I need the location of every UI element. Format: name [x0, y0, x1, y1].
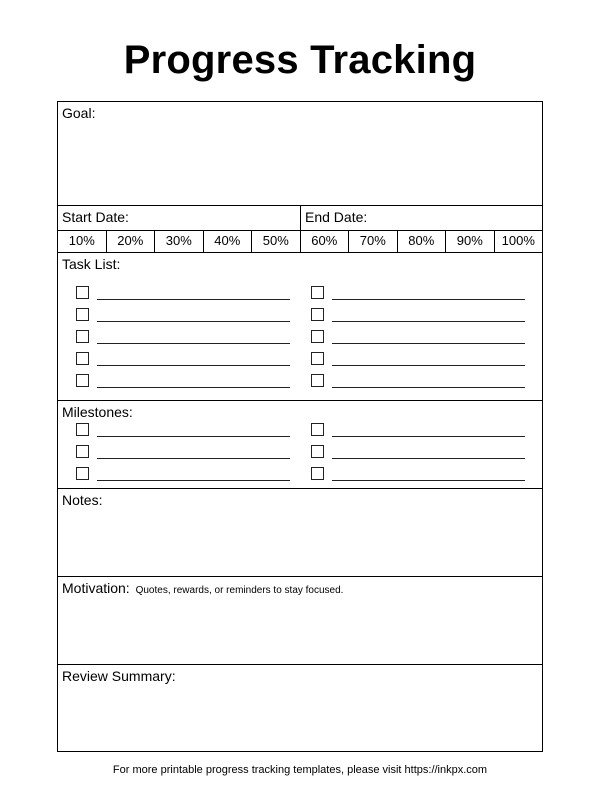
- progress-percent-cell[interactable]: 70%: [349, 231, 398, 252]
- task-write-line[interactable]: [97, 343, 290, 344]
- task-checkbox[interactable]: [76, 374, 89, 387]
- milestones-label: Milestones:: [62, 404, 133, 420]
- progress-percent-cell[interactable]: 80%: [398, 231, 447, 252]
- task-checkbox[interactable]: [76, 308, 89, 321]
- dates-row: [58, 206, 542, 231]
- milestone-checkbox[interactable]: [76, 467, 89, 480]
- goal-label: Goal:: [62, 105, 96, 121]
- milestone-checkbox[interactable]: [76, 445, 89, 458]
- review-summary-section[interactable]: [58, 665, 542, 751]
- progress-percent-cell[interactable]: 100%: [501, 233, 535, 248]
- milestones-section: [58, 401, 542, 489]
- task-list-section: [58, 253, 542, 401]
- task-write-line[interactable]: [332, 387, 525, 388]
- milestone-write-line[interactable]: [97, 436, 290, 437]
- milestone-write-line[interactable]: [97, 480, 290, 481]
- progress-percent-cell[interactable]: 20%: [107, 231, 156, 252]
- task-checkbox[interactable]: [311, 330, 324, 343]
- motivation-section[interactable]: [58, 577, 542, 665]
- progress-percent-cell[interactable]: 30%: [155, 231, 204, 252]
- task-write-line[interactable]: [97, 299, 290, 300]
- progress-percent-row: [58, 231, 542, 253]
- task-write-line[interactable]: [332, 343, 525, 344]
- start-date-label: Start Date:: [62, 209, 129, 225]
- page-title: Progress Tracking: [123, 38, 477, 82]
- task-checkbox[interactable]: [311, 374, 324, 387]
- task-write-line[interactable]: [332, 365, 525, 366]
- task-write-line[interactable]: [97, 365, 290, 366]
- milestone-write-line[interactable]: [332, 458, 525, 459]
- task-checkbox[interactable]: [311, 286, 324, 299]
- progress-percent-cell[interactable]: 40%: [204, 231, 253, 252]
- milestone-write-line[interactable]: [332, 436, 525, 437]
- task-write-line[interactable]: [332, 299, 525, 300]
- milestone-write-line[interactable]: [332, 480, 525, 481]
- tracking-sheet: [57, 101, 543, 752]
- task-checkbox[interactable]: [76, 330, 89, 343]
- start-date-field[interactable]: [58, 206, 301, 230]
- motivation-hint: Quotes, rewards, or reminders to stay focused.: [135, 585, 344, 596]
- review-summary-label: Review Summary:: [62, 668, 176, 684]
- milestone-checkbox[interactable]: [311, 423, 324, 436]
- end-date-label: End Date:: [305, 209, 368, 225]
- milestone-checkbox[interactable]: [311, 467, 324, 480]
- task-checkbox[interactable]: [76, 286, 89, 299]
- progress-percent-cell[interactable]: 10%: [58, 231, 107, 252]
- progress-percent-cell[interactable]: 50%: [252, 231, 301, 252]
- task-checkbox[interactable]: [311, 352, 324, 365]
- task-write-line[interactable]: [332, 321, 525, 322]
- motivation-label: Motivation:: [62, 580, 130, 596]
- task-checkbox[interactable]: [76, 352, 89, 365]
- footer-note: For more printable progress tracking templates, please visit https://inkpx.com: [112, 764, 488, 776]
- milestone-checkbox[interactable]: [311, 445, 324, 458]
- task-write-line[interactable]: [97, 321, 290, 322]
- task-list-label: Task List:: [62, 256, 121, 272]
- task-checkbox[interactable]: [311, 308, 324, 321]
- end-date-field[interactable]: [301, 206, 542, 230]
- goal-section[interactable]: [58, 102, 542, 206]
- progress-percent-cell[interactable]: 60%: [301, 231, 350, 252]
- notes-label: Notes:: [62, 492, 103, 508]
- progress-percent-cell[interactable]: 90%: [446, 231, 495, 252]
- milestone-checkbox[interactable]: [76, 423, 89, 436]
- task-write-line[interactable]: [97, 387, 290, 388]
- milestone-write-line[interactable]: [97, 458, 290, 459]
- notes-section[interactable]: [58, 489, 542, 577]
